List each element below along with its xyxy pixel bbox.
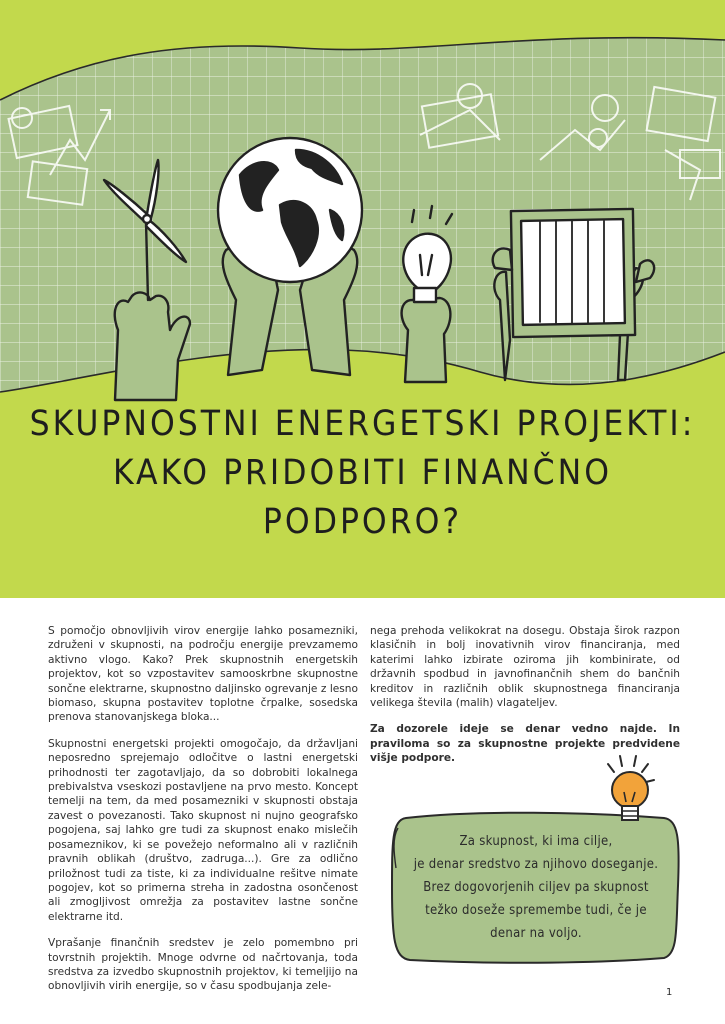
quote-line-3: Brez dogovorjenih ciljev pa skupnost bbox=[423, 880, 649, 895]
title-line-2: KAKO PRIDOBITI FINANČNO bbox=[113, 453, 612, 493]
quote-line-5: denar na voljo. bbox=[490, 926, 582, 941]
title-line-1: SKUPNOSTNI ENERGETSKI PROJEKTI: bbox=[29, 404, 696, 444]
quote-line-2: je denar sredstvo za njihovo doseganje. bbox=[413, 857, 659, 872]
page-number: 1 bbox=[666, 987, 673, 998]
quote-text bbox=[400, 830, 672, 945]
paragraph-sources: nega prehoda velikokrat na dosegu. Obstaja širok razpon klasičnih in bolj inovativnih virov financiranja, med katerimi lahko izbirate oziroma jih kombinirate, od državnih spodbud in javnofinančnih shem do bančnih kreditov in različnih oblik skupnostnega financiranja velikega števila (malih) vlagateljev. bbox=[370, 625, 680, 710]
page-title bbox=[0, 400, 725, 547]
lightbulb-icon bbox=[598, 752, 668, 832]
paragraph-intro: S pomočjo obnovljivih virov energije lahko posamezniki, združeni v skupnosti, na področju energije prevzamemo aktivno vlogo. Kako? Prek skupnostnih energetskih projektov, kot so vzpostavitev samooskrbne skupnostne sončne elektrarne, skupnostno daljinsko ogrevanje z lesno biomaso, skupna postavitev toplotne črpalke, sosedska prenova stanovanjskega bloka... bbox=[48, 625, 358, 724]
quote-line-1: Za skupnost, ki ima cilje, bbox=[459, 834, 613, 849]
quote-line-4: težko doseže spremembe tudi, če je bbox=[425, 903, 647, 918]
title-line-3: PODPORO? bbox=[262, 502, 463, 542]
left-column bbox=[48, 624, 358, 1006]
paragraph-highlight: Za dozorele ideje se denar vedno najde. In praviloma so za skupnostne projekte predvidene višje podpore. bbox=[370, 723, 680, 765]
paragraph-concept: Skupnostni energetski projekti omogočajo, da državljani neposredno sprejemajo odločitve o lastni energetski prihodnosti ter zagotavljajo, da so dobrobiti lokalnega prebivalstva vseskozi postavljene na prvo mesto. Koncept temelji na tem, da med posamezniki v skupnosti obstaja zavest o povezanosti. Tako skupnost ni nujno geografsko pogojena, saj lahko gre tudi za skupnost enako mislečih posameznikov, ki se povežejo neformalno ali v različnih pravnih oblikah (društvo, zadruga...). Gre za odlično priložnost tudi za tiste, ki za individualne rešitve nimate pogojev, kot so primerna streha in zadostna osončenost ali zmogljivost omrežja za postavitev lastne sončne elektrarne itd. bbox=[48, 737, 358, 923]
paragraph-finance: Vprašanje finančnih sredstev je zelo pomembno pri tovrstnih projektih. Mnoge odvrne od načrtovanja, toda sredstva za izvedbo skupnostnih projektov, ki temeljijo na obnovljivih virih energije, so v času spodbujanja zele- bbox=[48, 937, 358, 993]
